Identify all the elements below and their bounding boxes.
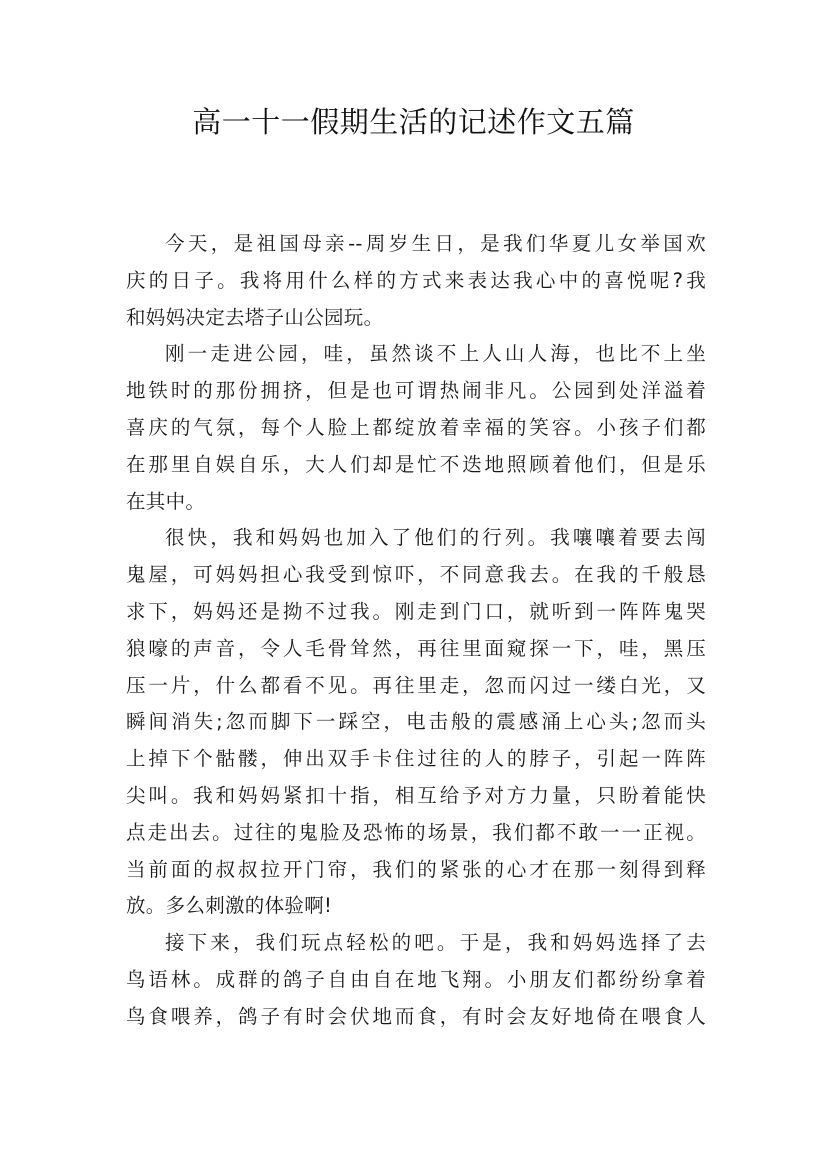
document-body [126, 226, 706, 1036]
text-line: 放。多么刺激的体验啊! [126, 894, 333, 918]
paragraph-2 [126, 336, 706, 520]
text-line: 狼嚎的声音，令人毛骨耸然，再往里面窥探一下，哇，黑压 [126, 636, 706, 660]
text-line: 刚一走进公园，哇，虽然谈不上人山人海，也比不上坐 [165, 342, 706, 366]
paragraph-3 [126, 520, 706, 925]
text-line: 今天，是祖国母亲--周岁生日，是我们华夏儿女举国欢 [165, 232, 706, 255]
paragraph-4 [126, 925, 706, 1035]
text-line: 庆的日子。我将用什么样的方式来表达我心中的喜悦呢?我 [126, 268, 706, 292]
text-line: 很快，我和妈妈也加入了他们的行列。我嚷嚷着要去闯 [165, 526, 706, 550]
text-line: 鸟食喂养，鸽子有时会伏地而食，有时会友好地倚在喂食人 [126, 1004, 706, 1028]
text-line: 接下来，我们玩点轻松的吧。于是，我和妈妈选择了去 [165, 931, 706, 955]
text-line: 压一片，什么都看不见。再往里走，忽而闪过一缕白光，又 [126, 673, 706, 697]
text-line: 求下，妈妈还是拗不过我。刚走到门口，就听到一阵阵鬼哭 [126, 599, 706, 623]
text-line: 瞬间消失;忽而脚下一踩空，电击般的震感涌上心头;忽而头 [126, 710, 706, 734]
text-line: 点走出去。过往的鬼脸及恐怖的场景，我们都不敢一一正视。 [126, 820, 706, 844]
text-line: 和妈妈决定去塔子山公园玩。 [126, 305, 384, 329]
paragraph-1 [126, 226, 706, 336]
text-line: 在那里自娱自乐，大人们却是忙不迭地照顾着他们，但是乐 [126, 452, 706, 476]
text-line: 尖叫。我和妈妈紧扣十指，相互给予对方力量，只盼着能快 [126, 783, 706, 807]
text-line: 地铁时的那份拥挤，但是也可谓热闹非凡。公园到处洋溢着 [126, 379, 706, 403]
document-title: 高一十一假期生活的记述作文五篇 [192, 105, 635, 139]
text-line: 鬼屋，可妈妈担心我受到惊吓，不同意我去。在我的千般恳 [126, 563, 706, 587]
text-line: 上掉下个骷髅，伸出双手卡住过往的人的脖子，引起一阵阵 [126, 747, 706, 771]
text-line: 喜庆的气氛，每个人脸上都绽放着幸福的笑容。小孩子们都 [126, 415, 706, 439]
text-line: 当前面的叔叔拉开门帘，我们的紧张的心才在那一刻得到释 [126, 857, 706, 881]
text-line: 在其中。 [126, 489, 206, 513]
text-line: 鸟语林。成群的鸽子自由自在地飞翔。小朋友们都纷纷拿着 [126, 967, 706, 991]
